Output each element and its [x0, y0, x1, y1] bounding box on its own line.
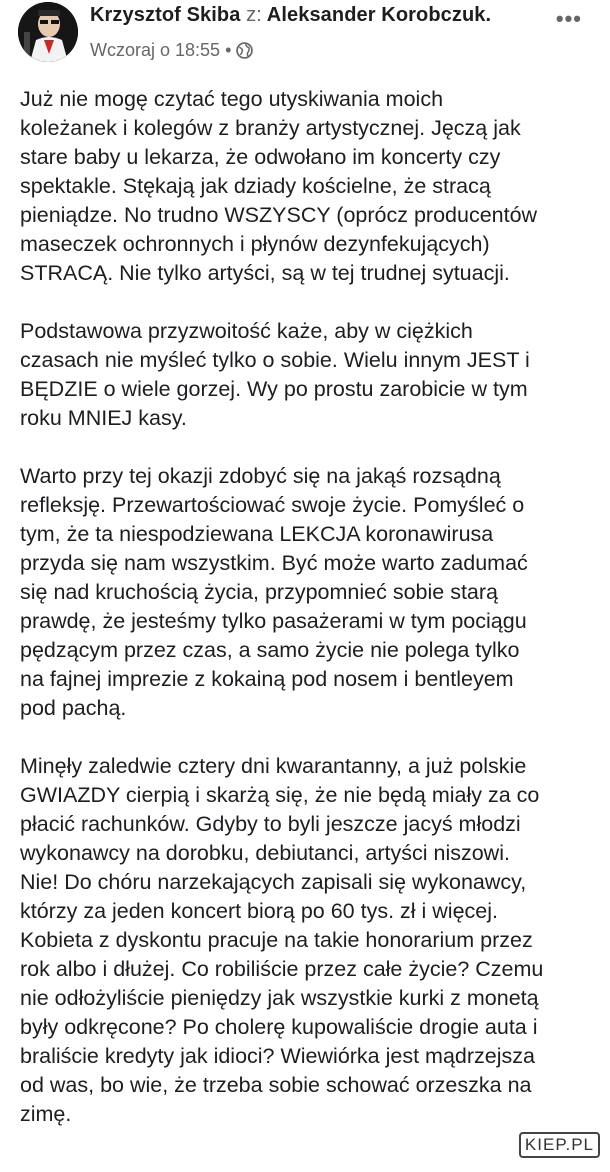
post-text-line: GWIAZDY cierpią i skarżą się, że nie będą miały za co: [20, 783, 540, 807]
post-text-line: były odkręcone? Po cholerę kupowaliście drogie auta i: [20, 1015, 538, 1039]
post-paragraph: [20, 85, 600, 288]
post-text-line: Nie! Do chóru narzekających zapisali się wykonawcy,: [20, 870, 527, 894]
avatar-image: [18, 2, 78, 62]
post-paragraph: [20, 752, 600, 1129]
post-text-line: pędzącym przez czas, a samo życie nie polega tylko: [20, 638, 520, 662]
author-line: [90, 4, 491, 27]
post-text-line: Minęły zaledwie cztery dni kwarantanny, a już polskie: [20, 754, 527, 778]
author-name[interactable]: Krzysztof Skiba: [90, 4, 241, 26]
post-text-line: czasach nie myśleć tylko o sobie. Wielu innym JEST i: [20, 348, 530, 372]
post-text-line: wykonawcy na dorobku, debiutanci, artyści niszowi.: [20, 841, 510, 865]
post-text-line: na fajnej imprezie z kokainą pod nosem i bentleyem: [20, 667, 514, 691]
post-text-line: płacić rachunków. Gdyby to byli jeszcze jacyś młodzi: [20, 812, 521, 836]
watermark-logo: KIEP.PL: [519, 1132, 600, 1158]
post-text-line: prawdę, że jesteśmy tylko pasażerami w tym pociągu: [20, 609, 527, 633]
post-header: [18, 2, 610, 66]
post-paragraph: [20, 462, 600, 723]
post-text-line: Warto przy tej okazji zdobyć się na jakąś rozsądną: [20, 464, 501, 488]
post-body: [20, 85, 600, 1158]
post-text-line: refleksję. Przewartościować swoje życie. Pomyśleć o: [20, 493, 525, 517]
post-text-line: STRACĄ. Nie tylko artyści, są w tej trudnej sytuacji.: [20, 261, 510, 285]
post-text-line: spektakle. Stękają jak dziady kościelne, że stracą: [20, 174, 491, 198]
post-text-line: nie odłożyliście pieniędzy jak wszystkie kurki z monetą: [20, 986, 539, 1010]
more-options-icon[interactable]: •••: [555, 6, 582, 31]
post-text-line: tym, że ta niespodziewana LEKCJA koronawirusa: [20, 522, 494, 546]
post-text-line: Kobieta z dyskontu pracuje na takie honorarium przez: [20, 928, 533, 952]
post-text-line: koleżanek i kolegów z branży artystycznej. Jęczą jak: [20, 116, 521, 140]
post-text-line: Podstawowa przyzwoitość każe, aby w ciężkich: [20, 319, 473, 343]
post-text-line: pod pachą.: [20, 696, 127, 720]
post-text-line: roku MNIEJ kasy.: [20, 406, 187, 430]
post-text-line: którzy za jeden koncert biorą po 60 tys. zł i więcej.: [20, 899, 498, 923]
post-text-line: Już nie mogę czytać tego utyskiwania moich: [20, 87, 444, 111]
tagged-user[interactable]: Aleksander Korobczuk.: [266, 4, 492, 26]
post-timestamp[interactable]: Wczoraj o 18:55: [90, 40, 221, 60]
post-text-line: zimę.: [20, 1102, 72, 1126]
post-text-line: pieniądze. No trudno WSZYSCY (oprócz producentów: [20, 203, 538, 227]
post-text-line: BĘDZIE o wiele gorzej. Wy po prostu zarobicie w tym: [20, 377, 528, 401]
post-text-line: braliście kredyty jak idioci? Wiewiórka jest mądrzejsza: [20, 1044, 535, 1068]
author-avatar[interactable]: [18, 2, 78, 62]
with-connector: z:: [246, 4, 262, 26]
post-paragraph: [20, 317, 600, 433]
globe-icon[interactable]: [236, 42, 253, 59]
post-text-line: się nad kruchością życia, przypomnieć sobie starą: [20, 580, 498, 604]
post-text-line: od was, bo wie, że trzeba sobie schować orzeszka na: [20, 1073, 532, 1097]
post-text-line: przyda się nam wszystkim. Być może warto zadumać: [20, 551, 528, 575]
post-text-line: maseczek ochronnych i płynów dezynfekujących): [20, 232, 490, 256]
post-text-line: stare baby u lekarza, że odwołano im koncerty czy: [20, 145, 501, 169]
post-text-line: rok albo i dłużej. Co robiliście przez całe życie? Czemu: [20, 957, 544, 981]
meta-dot: •: [225, 40, 232, 60]
post-meta: [90, 40, 253, 61]
